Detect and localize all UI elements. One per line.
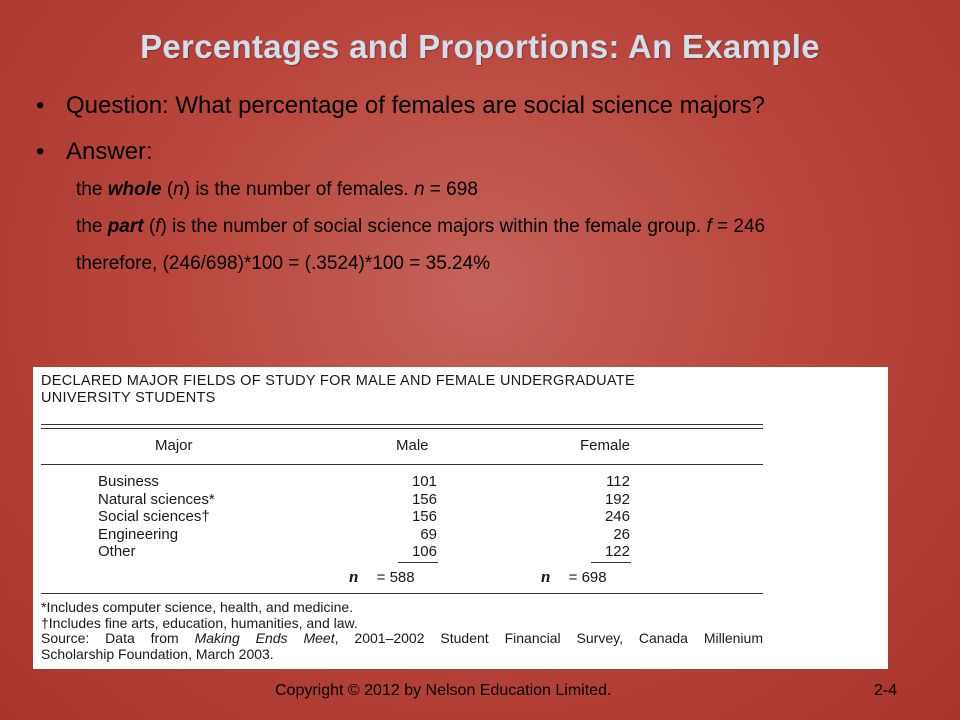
male-total [349, 567, 415, 587]
table-top-rule [41, 428, 763, 429]
source-text: , 2001–2002 Student Financial Survey, Canada Millenium [334, 630, 763, 646]
table-cell: Engineering [98, 525, 179, 543]
table-caption [41, 373, 635, 407]
source-note [41, 631, 763, 647]
f-symbol: f [706, 216, 712, 237]
table-cell: 26 [613, 525, 630, 543]
table-cell: 156 [411, 490, 437, 508]
table-cell: 101 [411, 473, 437, 490]
major-column [98, 473, 215, 561]
n-symbol: n [173, 179, 184, 200]
data-table [33, 367, 888, 669]
answer-text: the [76, 216, 108, 237]
table-cell: 69 [420, 525, 437, 543]
female-column [589, 473, 630, 561]
header-rule [41, 464, 763, 465]
n-symbol: n [541, 567, 551, 586]
table-caption-line: UNIVERSITY STUDENTS [41, 390, 216, 406]
source-note-line2: Scholarship Foundation, March 2003. [41, 645, 274, 662]
bullet-dot-icon: • [36, 92, 45, 119]
question-text: Question: What percentage of females are social science majors? [66, 92, 766, 119]
answer-text: ) is the number of social science majors within the female group. [160, 216, 707, 237]
table-cell: 246 [604, 508, 630, 525]
answer-text: ) is the number of females. [183, 179, 414, 200]
answer-text: ( [161, 179, 174, 200]
table-cell: 106 [411, 543, 437, 560]
f-value: = 246 [711, 216, 766, 237]
answer-bullet [36, 136, 936, 168]
source-text: Source: Data from [41, 630, 195, 646]
answer-label: Answer: [66, 138, 153, 165]
copyright-notice: Copyright © 2012 by Nelson Education Limited. [275, 682, 612, 699]
answer-line-part [56, 214, 936, 239]
table-cell: Other [98, 543, 136, 560]
sum-rule [398, 562, 438, 563]
bullet-dot-icon: • [36, 138, 45, 165]
n-symbol: n [349, 567, 359, 586]
table-cell: 122 [604, 543, 630, 560]
header-female: Female [580, 437, 631, 454]
whole-term: whole [107, 179, 162, 200]
table-top-rule [41, 424, 763, 425]
bullet-list [36, 90, 936, 276]
table-caption-line: DECLARED MAJOR FIELDS OF STUDY FOR MALE AND FEMALE UNDERGRADUATE [41, 373, 635, 389]
male-column [396, 473, 437, 561]
answer-text: the [76, 179, 108, 200]
part-term: part [107, 216, 144, 237]
table-cell: 192 [604, 490, 630, 508]
female-total-value: = 698 [568, 569, 607, 586]
question-bullet [36, 90, 936, 122]
answer-line-whole [56, 177, 936, 202]
header-male: Male [396, 437, 429, 454]
table-footnotes [41, 600, 763, 662]
footnote: *Includes computer science, health, and medicine. [41, 599, 354, 615]
source-title: Making Ends Meet [194, 630, 335, 646]
n-value: = 698 [424, 179, 478, 200]
answer-text: ( [143, 216, 156, 237]
answer-line-therefore: therefore, (246/698)*100 = (.3524)*100 = 35.24% [76, 253, 491, 274]
table-cell: Business [98, 473, 159, 490]
footnote: †Includes fine arts, education, humanities, and law. [41, 614, 358, 631]
table-cell: Natural sciences* [98, 490, 215, 508]
female-total [541, 567, 607, 587]
header-major: Major [155, 437, 193, 454]
n-symbol: n [413, 179, 425, 200]
footer-rule [41, 593, 763, 594]
male-total-value: = 588 [376, 569, 415, 586]
table-cell: 156 [411, 508, 437, 525]
slide-title: Percentages and Proportions: An Example [140, 28, 820, 65]
slide-number: 2-4 [874, 682, 898, 699]
table-cell: Social sciences† [98, 508, 210, 525]
table-cell: 112 [606, 473, 630, 490]
f-symbol: f [155, 216, 161, 237]
sum-rule [591, 562, 631, 563]
